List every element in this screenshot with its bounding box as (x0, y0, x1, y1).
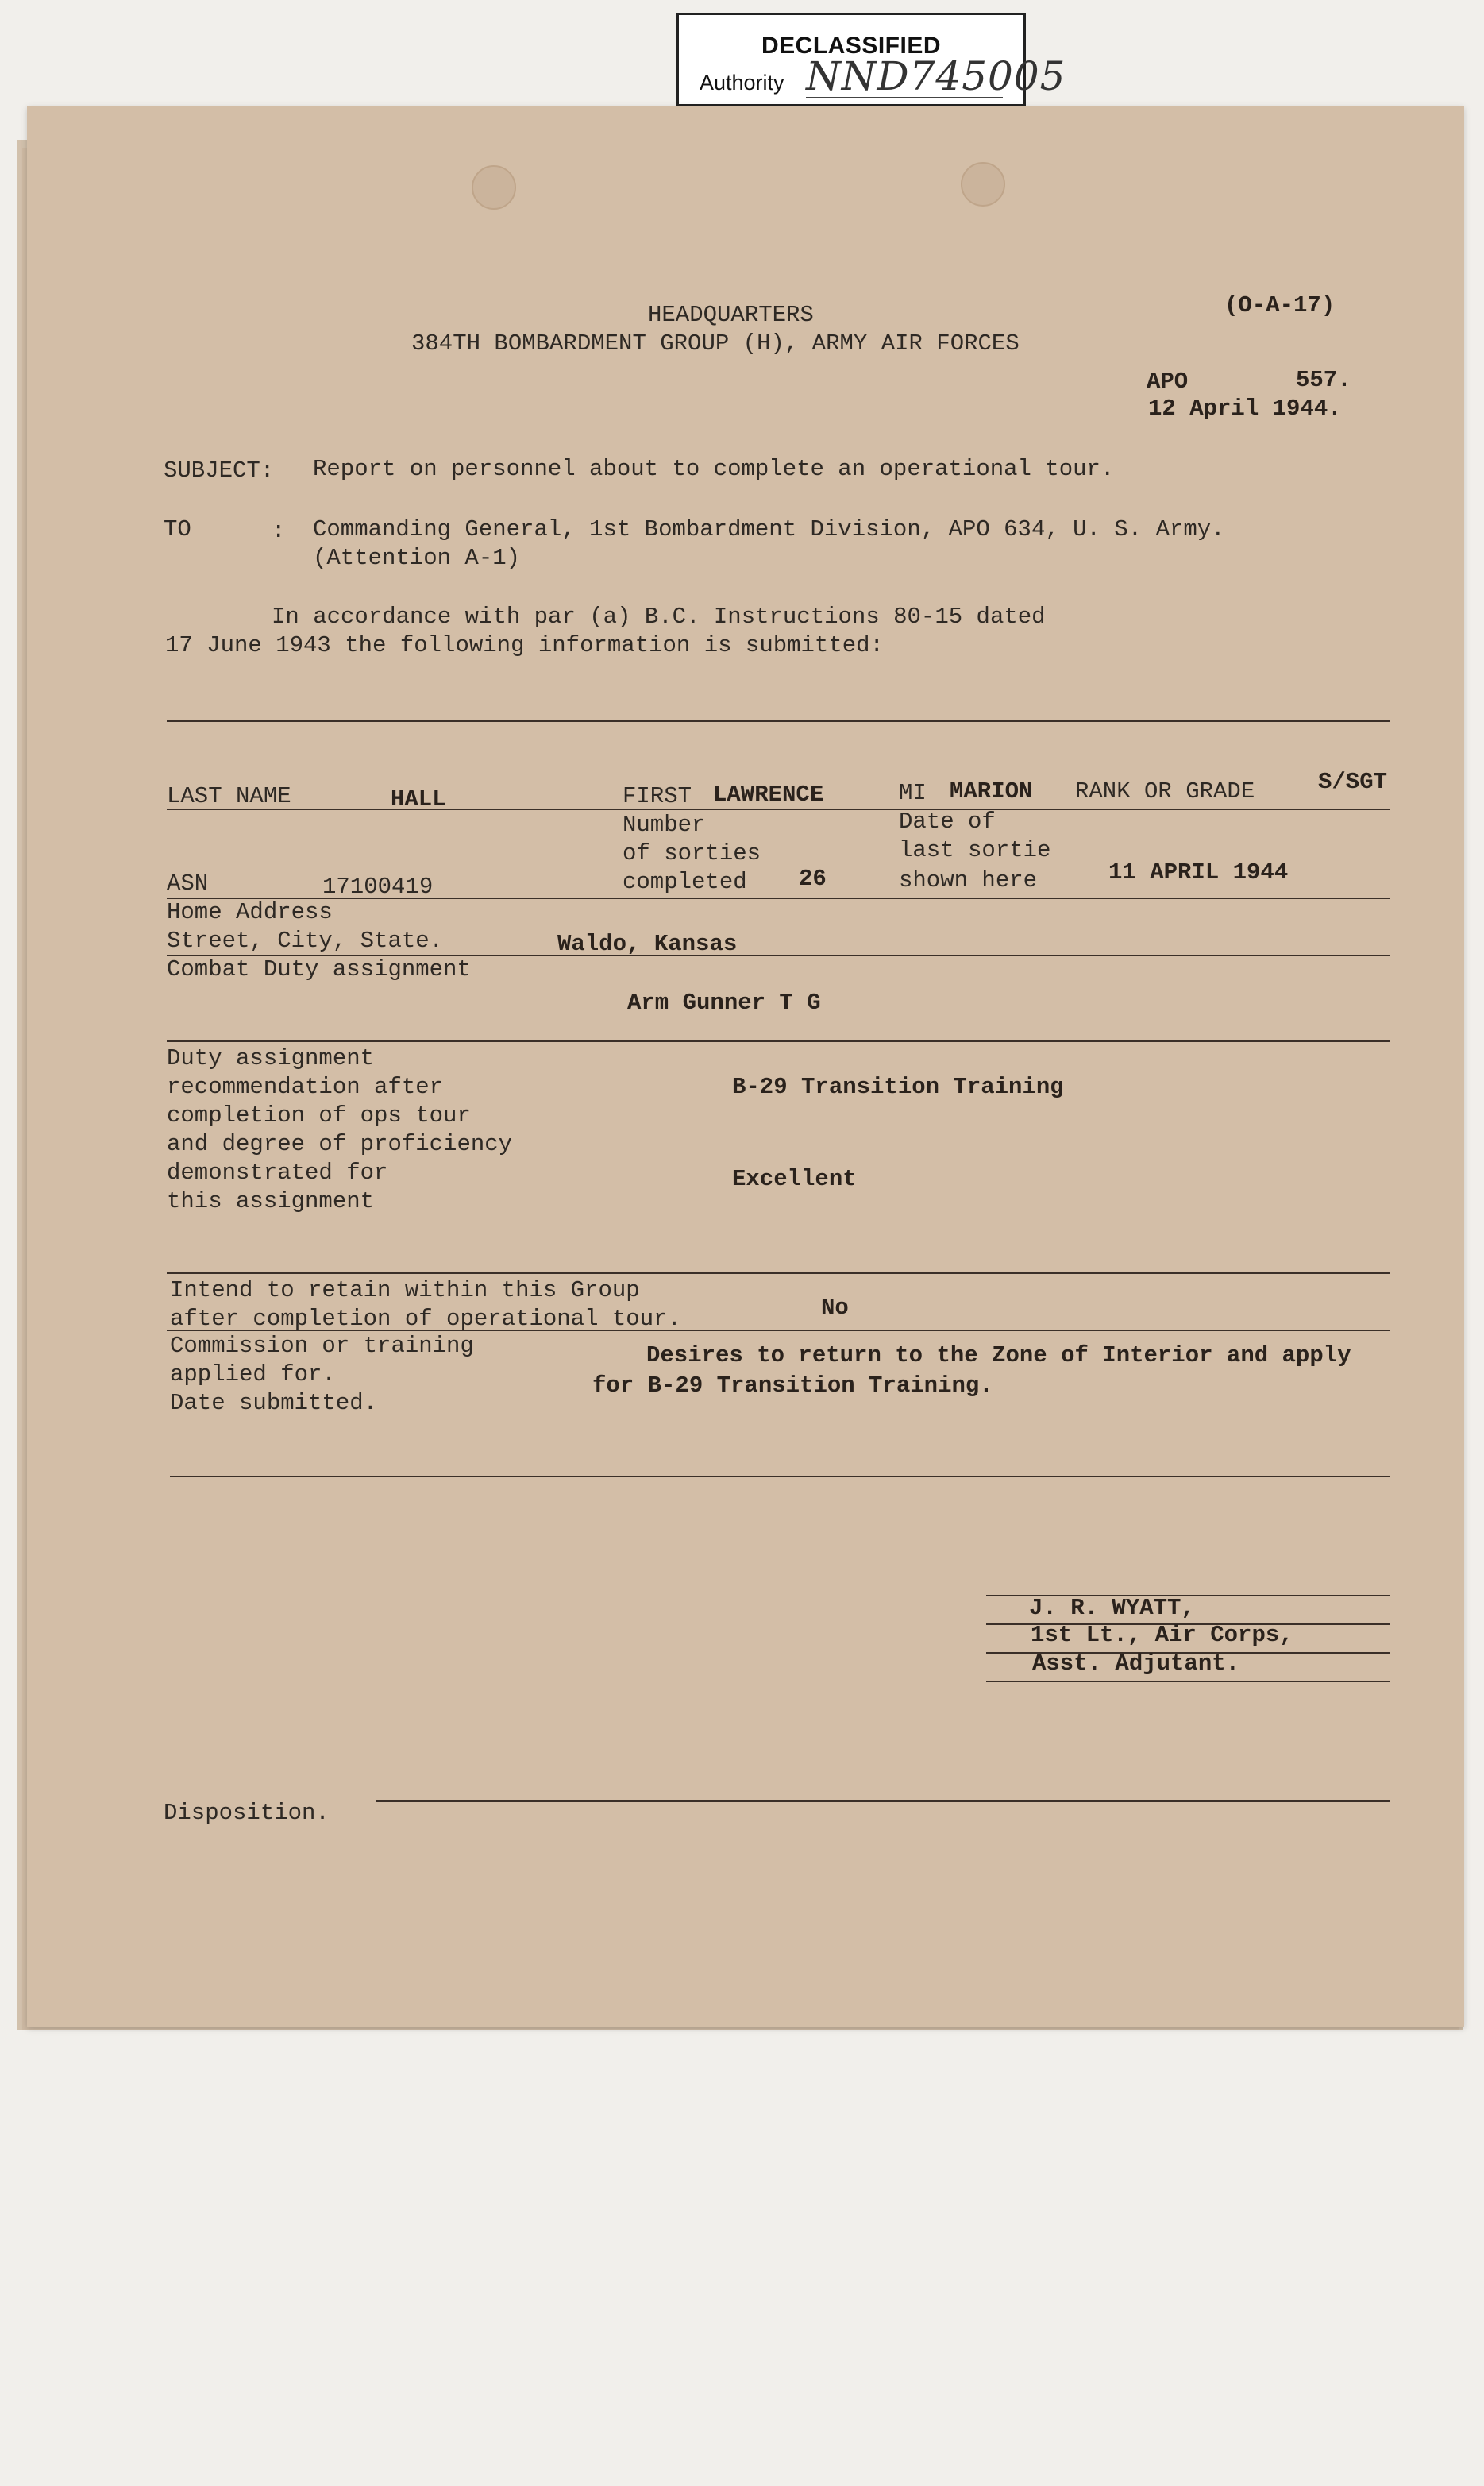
commission-line1: Desires to return to the Zone of Interior and apply (646, 1342, 1351, 1368)
divider-retain (167, 1330, 1390, 1331)
last-name-value: HALL (391, 786, 446, 813)
to-label: TO (164, 516, 191, 542)
first-name-value: LAWRENCE (713, 782, 824, 808)
last-sortie-label-1: Date of (899, 809, 996, 835)
duty-label-4: and degree of proficiency (167, 1131, 513, 1157)
commission-label-3: Date submitted. (170, 1390, 378, 1416)
duty-label-3: completion of ops tour (167, 1102, 471, 1129)
combat-label: Combat Duty assignment (167, 956, 471, 982)
asn-value: 17100419 (322, 874, 434, 900)
duty-label-2: recommendation after (167, 1074, 444, 1100)
sorties-label-2: of sorties (623, 840, 761, 867)
mi-label: MI (899, 780, 927, 806)
form-code: (O-A-17) (1224, 292, 1336, 318)
divider-names (167, 809, 1390, 810)
home-label-2: Street, City, State. (167, 928, 444, 954)
asn-label: ASN (167, 870, 209, 897)
commission-line2: for B-29 Transition Training. (592, 1372, 993, 1399)
punch-hole-left (472, 165, 516, 210)
apo-number: 557. (1296, 367, 1351, 393)
apo-label: APO (1147, 369, 1189, 395)
to-colon: : (272, 518, 286, 544)
divider-asn (167, 898, 1390, 899)
header-line1: HEADQUARTERS (648, 302, 814, 328)
intro-line2: 17 June 1943 the following information is submitted: (165, 632, 884, 658)
first-name-label: FIRST (623, 783, 692, 809)
punch-hole-right (961, 162, 1005, 207)
declassified-title: DECLASSIFIED (761, 33, 942, 59)
commission-label-2: applied for. (170, 1361, 336, 1388)
divider-duty (167, 1272, 1390, 1274)
intro-line1: In accordance with par (a) B.C. Instructions 80-15 dated (272, 604, 1046, 630)
signature-rank: 1st Lt., Air Corps, (1031, 1622, 1293, 1648)
commission-label-1: Commission or training (170, 1333, 474, 1359)
retain-label-2: after completion of operational tour. (170, 1306, 681, 1332)
authority-underline (806, 97, 1003, 98)
document-page (27, 106, 1464, 2027)
rank-label: RANK OR GRADE (1075, 778, 1255, 805)
to-line2: (Attention A-1) (313, 545, 521, 571)
authority-number: NND745005 (806, 53, 1066, 99)
duty-label-5: demonstrated for (167, 1160, 388, 1186)
subject-label: SUBJECT: (164, 457, 275, 484)
rank-value: S/SGT (1318, 769, 1388, 795)
to-line1: Commanding General, 1st Bombardment Division, APO 634, U. S. Army. (313, 516, 1225, 542)
proficiency-value: Excellent (732, 1166, 857, 1192)
header-line2: 384TH BOMBARDMENT GROUP (H), ARMY AIR FORCES (411, 330, 1020, 357)
duty-recommendation: B-29 Transition Training (732, 1074, 1064, 1100)
signature-title: Asst. Adjutant. (1032, 1650, 1240, 1677)
last-sortie-date: 11 APRIL 1944 (1108, 859, 1289, 886)
mi-value: MARION (950, 778, 1033, 805)
signature-line-4 (986, 1681, 1390, 1682)
duty-label-6: this assignment (167, 1188, 375, 1214)
sorties-label-1: Number (623, 812, 706, 838)
last-sortie-label-3: shown here (899, 867, 1038, 894)
sorties-value: 26 (799, 866, 827, 892)
home-label-1: Home Address (167, 899, 333, 925)
combat-value: Arm Gunner T G (627, 990, 821, 1016)
retain-value: No (821, 1295, 849, 1321)
declassified-stamp (676, 13, 1066, 106)
last-sortie-label-2: last sortie (899, 837, 1051, 863)
subject-text: Report on personnel about to complete an operational tour. (313, 456, 1115, 482)
sorties-label-3: completed (623, 869, 747, 895)
divider-top (167, 720, 1390, 722)
last-name-label: LAST NAME (167, 783, 291, 809)
divider-combat (167, 1040, 1390, 1042)
disposition-line (376, 1800, 1390, 1802)
document-date: 12 April 1944. (1148, 396, 1342, 422)
signature-name: J. R. WYATT, (1029, 1595, 1195, 1621)
retain-label-1: Intend to retain within this Group (170, 1277, 640, 1303)
duty-label-1: Duty assignment (167, 1045, 375, 1071)
home-value: Waldo, Kansas (557, 931, 738, 957)
authority-label: Authority (700, 71, 784, 95)
divider-commission (170, 1476, 1390, 1477)
disposition-label: Disposition. (164, 1800, 330, 1826)
